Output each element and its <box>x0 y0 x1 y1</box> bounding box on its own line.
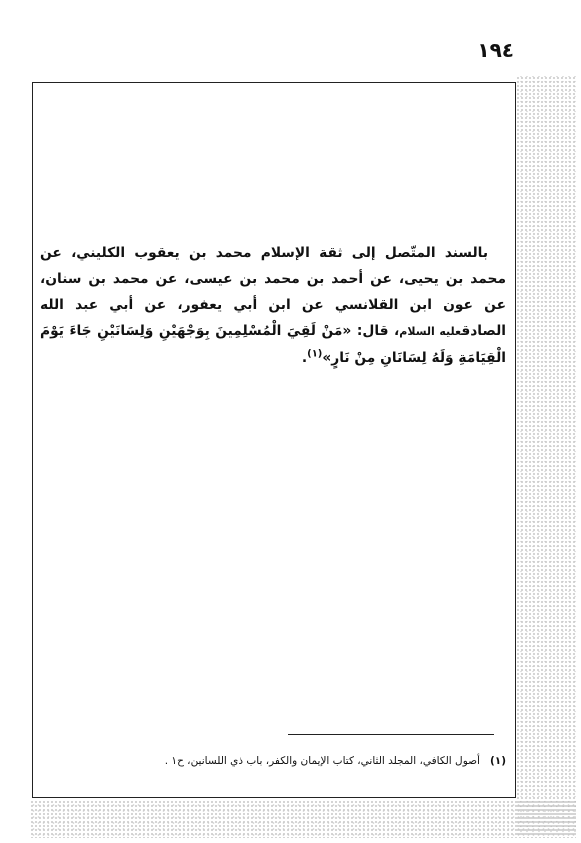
qala-text: ، قال: <box>351 323 400 339</box>
body-paragraph <box>40 240 506 371</box>
hadith-text: «مَنْ لَقِيَ الْمُسْلِمِينَ بِوَجْهَيْنِ وَلِسَانَيْنِ جَاءَ يَوْمَ الْقِيَامَةِ وَلَهُ لِسَانَانِ مِنْ نَارٍ» <box>40 323 506 366</box>
footnote-separator <box>288 734 494 735</box>
honorific-glyph: عليه السلام <box>399 325 462 338</box>
footnote <box>60 752 506 770</box>
scan-noise-bottom <box>30 800 576 838</box>
scan-noise-right <box>516 76 576 836</box>
footnote-text: أصول الكافي، المجلد الثاني، كتاب الإيمان والكفر، باب ذي اللسانين، ح١ . <box>164 755 480 767</box>
isnad-chain: بالسند المتّصل إلى ثقة الإسلام محمد بن يعقوب الكليني، عن محمد بن يحيى، عن أحمد بن محمد بن عيسى، عن محمد بن سنان، عن عون ابن القلانسي عن ابن أبي يعفور، عن أبي عبد الله الصادق <box>40 245 506 339</box>
footnote-marker: (١) <box>307 348 323 360</box>
hadith-paragraph <box>40 240 506 371</box>
page-number: ١٩٤ <box>477 38 514 62</box>
sentence-end: . <box>301 350 308 366</box>
page-frame <box>32 82 516 798</box>
footnote-number: (١) <box>489 755 506 767</box>
